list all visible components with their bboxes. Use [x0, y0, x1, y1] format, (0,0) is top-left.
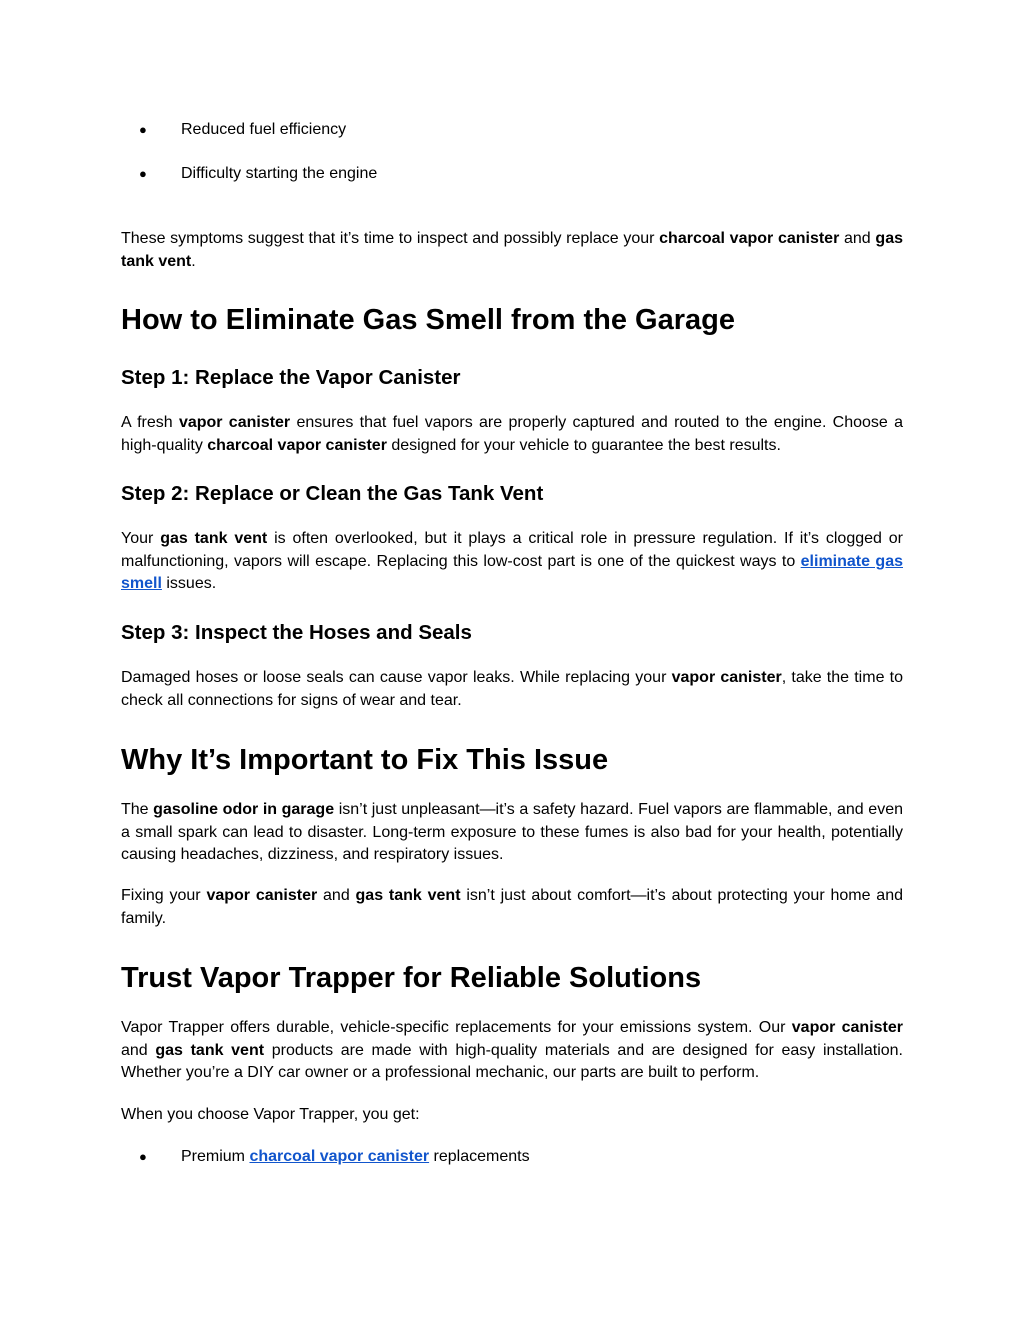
step2-paragraph — [121, 528, 903, 596]
list-item-text: Difficulty starting the engine — [181, 165, 378, 182]
bold-run: charcoal vapor canister — [207, 436, 387, 454]
symptoms-paragraph — [121, 228, 903, 273]
top-bullet-list — [121, 119, 903, 141]
bold-run: gas tank vent — [121, 230, 903, 270]
text-run: These symptoms suggest that it’s time to inspect and possibly replace your — [121, 230, 660, 247]
step2-heading: Step 2: Replace or Clean the Gas Tank Vent — [121, 482, 544, 505]
bold-run: vapor canister — [671, 669, 782, 686]
bullet-icon: ● — [139, 122, 147, 137]
section-heading-trust-vapor-trapper: Trust Vapor Trapper for Reliable Solutions — [121, 962, 702, 994]
step1-heading: Step 1: Replace the Vapor Canister — [121, 366, 461, 389]
text-run: A fresh — [121, 414, 179, 431]
text-run: and — [839, 230, 876, 247]
bold-run: gas tank vent — [155, 1041, 265, 1059]
text-run: Damaged hoses or loose seals can cause vapor leaks. While replacing your — [121, 669, 672, 686]
top-bullet-list-2 — [121, 163, 903, 185]
bullet-icon: ● — [139, 1149, 147, 1164]
list-item — [121, 163, 903, 185]
step3-paragraph — [121, 667, 903, 712]
text-run: The — [121, 801, 154, 818]
list-item — [121, 1146, 903, 1168]
text-run: Fixing your — [121, 887, 207, 904]
text-run: issues. — [161, 575, 217, 592]
text-run: replacements — [429, 1148, 530, 1165]
text-run: and — [317, 887, 356, 904]
bold-run: vapor canister — [178, 414, 291, 431]
list-item-text: Reduced fuel efficiency — [181, 121, 347, 138]
bold-run: vapor canister — [206, 887, 318, 904]
text-run: designed for your vehicle to guarantee the best results. — [386, 436, 781, 454]
trust-paragraph-1 — [121, 1017, 903, 1085]
text-run: . — [191, 252, 196, 270]
text-run: Premium — [181, 1148, 250, 1165]
bold-run: gas tank vent — [355, 887, 461, 904]
list-item — [121, 119, 903, 141]
text-run: Vapor Trapper offers durable, vehicle-specific replacements for your emissions system. Our — [121, 1019, 792, 1036]
text-run: products are made with high-quality materials and are designed for easy installation. Whether you’re a DIY car owner or a professional mechanic, our parts are built to perform. — [121, 1041, 904, 1081]
text-run: isn’t just unpleasant—it’s a safety hazard. Fuel vapors are flammable, and even a small spark can lead to disaster. Long-term exposure to these fumes is also bad for your health, potentially causing headaches, dizziness, and respiratory issues. — [121, 801, 903, 863]
why-paragraph-2 — [121, 885, 903, 930]
bold-run: gas tank vent — [160, 530, 268, 547]
section-heading-why-important: Why It’s Important to Fix This Issue — [121, 744, 609, 776]
charcoal-vapor-canister-link[interactable]: charcoal vapor canister — [249, 1148, 430, 1165]
bold-run: vapor canister — [791, 1019, 904, 1036]
bold-run: charcoal vapor canister — [659, 230, 840, 247]
text-run: isn’t just about comfort—it’s about protecting your home and family. — [121, 887, 904, 927]
bullet-icon: ● — [139, 166, 147, 181]
section-heading-eliminate: How to Eliminate Gas Smell from the Garage — [121, 304, 735, 336]
text-run: is often overlooked, but it plays a critical role in pressure regulation. If it’s clogged or malfunctioning, vapors will escape. Replacing this low-cost part is one of the quickest ways to — [121, 530, 904, 570]
eliminate-gas-smell-link[interactable]: eliminate gas smell — [121, 552, 903, 592]
why-paragraph-1 — [121, 799, 903, 867]
step3-heading: Step 3: Inspect the Hoses and Seals — [121, 621, 472, 644]
text-run: and — [121, 1041, 156, 1059]
benefits-bullet-list — [121, 1146, 903, 1168]
bold-run: gasoline odor in garage — [153, 801, 335, 818]
text-run: ensures that fuel vapors are properly captured and routed to the engine. Choose a high-quality — [121, 414, 904, 454]
text-run: Your — [121, 530, 161, 547]
trust-paragraph-2: When you choose Vapor Trapper, you get: — [121, 1106, 420, 1123]
step1-paragraph — [121, 412, 903, 457]
text-run: , take the time to check all connections for signs of wear and tear. — [121, 669, 904, 709]
